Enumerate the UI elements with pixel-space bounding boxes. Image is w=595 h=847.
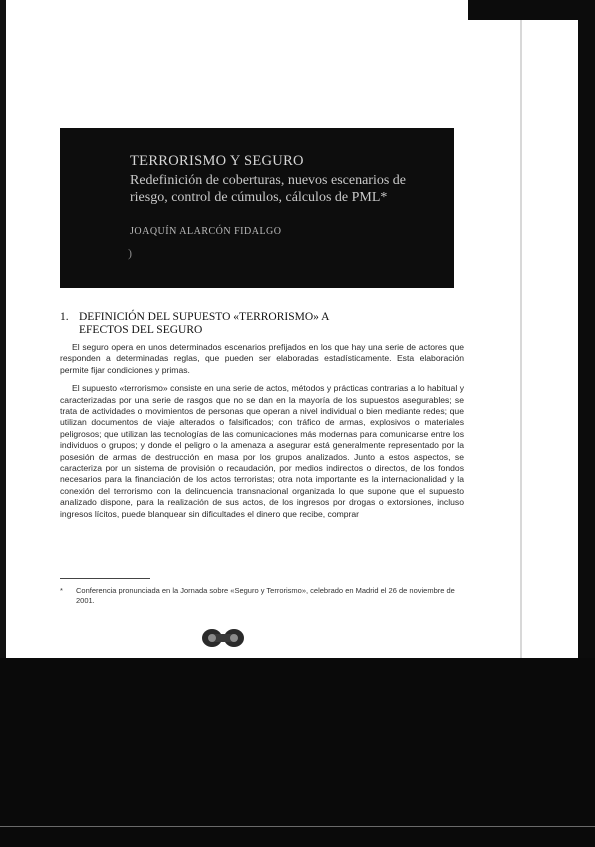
body-paragraph: El seguro opera en unos determinados escenarios prefijados en los que hay una serie de actores que responden a determinadas reglas, que pueden ser elaboradas estadísticamente. Esta elaboración permite fijar condiciones y primas. (60, 342, 464, 375)
footnote (60, 586, 464, 606)
article-title: TERRORISMO Y SEGURO (130, 153, 304, 169)
body-paragraph: El supuesto «terrorismo» consiste en una serie de actos, métodos y prácticas contrarias a lo habitual y caracterizadas por una serie de rasgos que no se dan en la mayoría de los supuestos asegurables; se trata de actividades o movimientos de personas que operan a nivel individual o bien mediante redes; que utilizan documentos de viaje alterados o falsificados; con tráfico de armas, explosivos o materiales peligrosos; que utilizan las tecnologías de las comunicaciones más modernas para comunicarse entre los individuos o grupos; y donde el peligro o la amenaza a asegurar está generalmente representado por la posesión de armas de destrucción en masa por los grupos analizados. Junto a estos aspectos, se caracteriza por un sistema de provisión o recaudación, por medios indirectos o directos, de los fondos necesarios para la financiación de los actos terroristas; otra nota importante es la internacionalidad y la conexión del terrorismo con la delincuencia transnacional organizada lo que supone que el supuesto analizado dispone, para la realización de sus actos, de los ingresos por drogas o extorsiones, incluso ingresos lícitos, puede blanquear sin dificultades el dinero que recibe, comprar (60, 383, 464, 519)
body-text (60, 342, 464, 520)
scan-border-left (0, 0, 6, 660)
mapfre-logo-icon (200, 628, 246, 648)
page-edge-shadow (520, 20, 522, 658)
title-banner (60, 128, 454, 288)
section-number: 1. (60, 311, 69, 323)
footnote-text: Conferencia pronunciada en la Jornada sobre «Seguro y Terrorismo», celebrado en Madrid el 26 de noviembre de 2001. (76, 586, 455, 605)
article-subtitle: Redefinición de coberturas, nuevos escenarios de riesgo, control de cúmulos, cálculos de PML* (130, 173, 407, 205)
banner-mark: ) (128, 246, 132, 260)
article-author: JOAQUÍN ALARCÓN FIDALGO (130, 226, 282, 237)
scan-border-top-right (468, 0, 595, 20)
scan-page-edge-line (0, 826, 595, 827)
footnote-rule (60, 578, 150, 579)
scan-border-bottom (0, 658, 595, 847)
footnote-mark: * (60, 586, 63, 595)
section-heading: DEFINICIÓN DEL SUPUESTO «TERRORISMO» A EFECTOS DEL SEGURO (79, 311, 329, 336)
